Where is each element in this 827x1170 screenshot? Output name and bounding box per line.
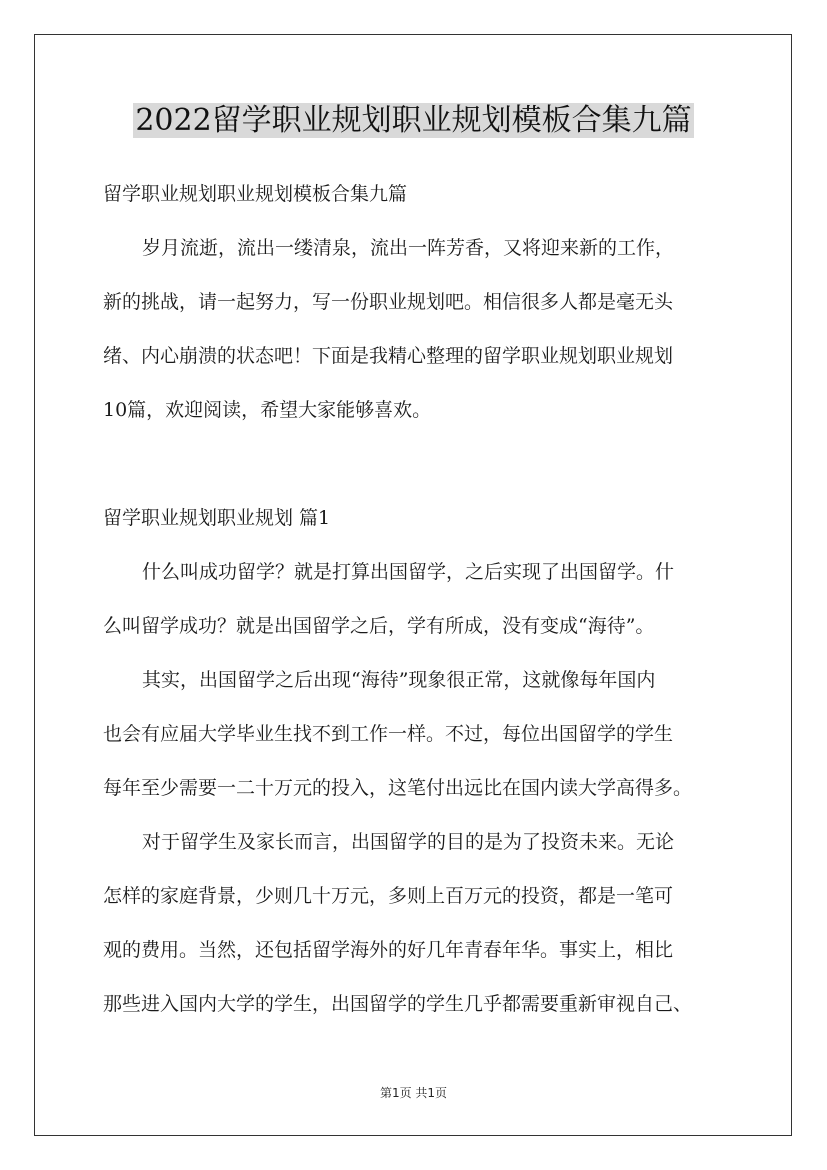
document-title: 2022留学职业规划职业规划模板合集九篇 (135, 103, 692, 138)
body-line-4: 也会有应届大学毕业生找不到工作一样。不过，每位出国留学的学生 (103, 723, 674, 745)
body-line-3: 其实，出国留学之后出现“海待”现象很正常，这就像每年国内 (142, 669, 656, 691)
body-line-1: 什么叫成功留学？就是打算出国留学，之后实现了出国留学。什 (142, 561, 675, 583)
body-line-5: 每年至少需要一二十万元的投入，这笔付出远比在国内读大学高得多。 (103, 777, 693, 799)
intro-line-2: 新的挑战，请一起努力，写一份职业规划吧。相信很多人都是毫无头 (103, 291, 674, 313)
body-line-9: 那些进入国内大学的学生，出国留学的学生几乎都需要重新审视自己、 (103, 993, 693, 1015)
page-footer: 第1页 共1页 (379, 1086, 448, 1100)
body-line-6: 对于留学生及家长而言，出国留学的目的是为了投资未来。无论 (142, 831, 675, 853)
section-heading: 留学职业规划职业规划 篇1 (103, 507, 331, 529)
intro-line-1: 岁月流逝，流出一缕清泉，流出一阵芳香，又将迎来新的工作， (142, 237, 675, 259)
document-subtitle: 留学职业规划职业规划模板合集九篇 (103, 183, 408, 205)
body-line-2: 么叫留学成功？就是出国留学之后，学有所成，没有变成“海待”。 (103, 615, 655, 637)
intro-line-4: 10篇，欢迎阅读，希望大家能够喜欢。 (103, 399, 432, 421)
intro-line-3: 绪、内心崩溃的状态吧！下面是我精心整理的留学职业规划职业规划 (103, 345, 674, 367)
body-line-7: 怎样的家庭背景，少则几十万元，多则上百万元的投资，都是一笔可 (103, 885, 674, 907)
body-line-8: 观的费用。当然，还包括留学海外的好几年青春年华。事实上，相比 (103, 939, 674, 961)
